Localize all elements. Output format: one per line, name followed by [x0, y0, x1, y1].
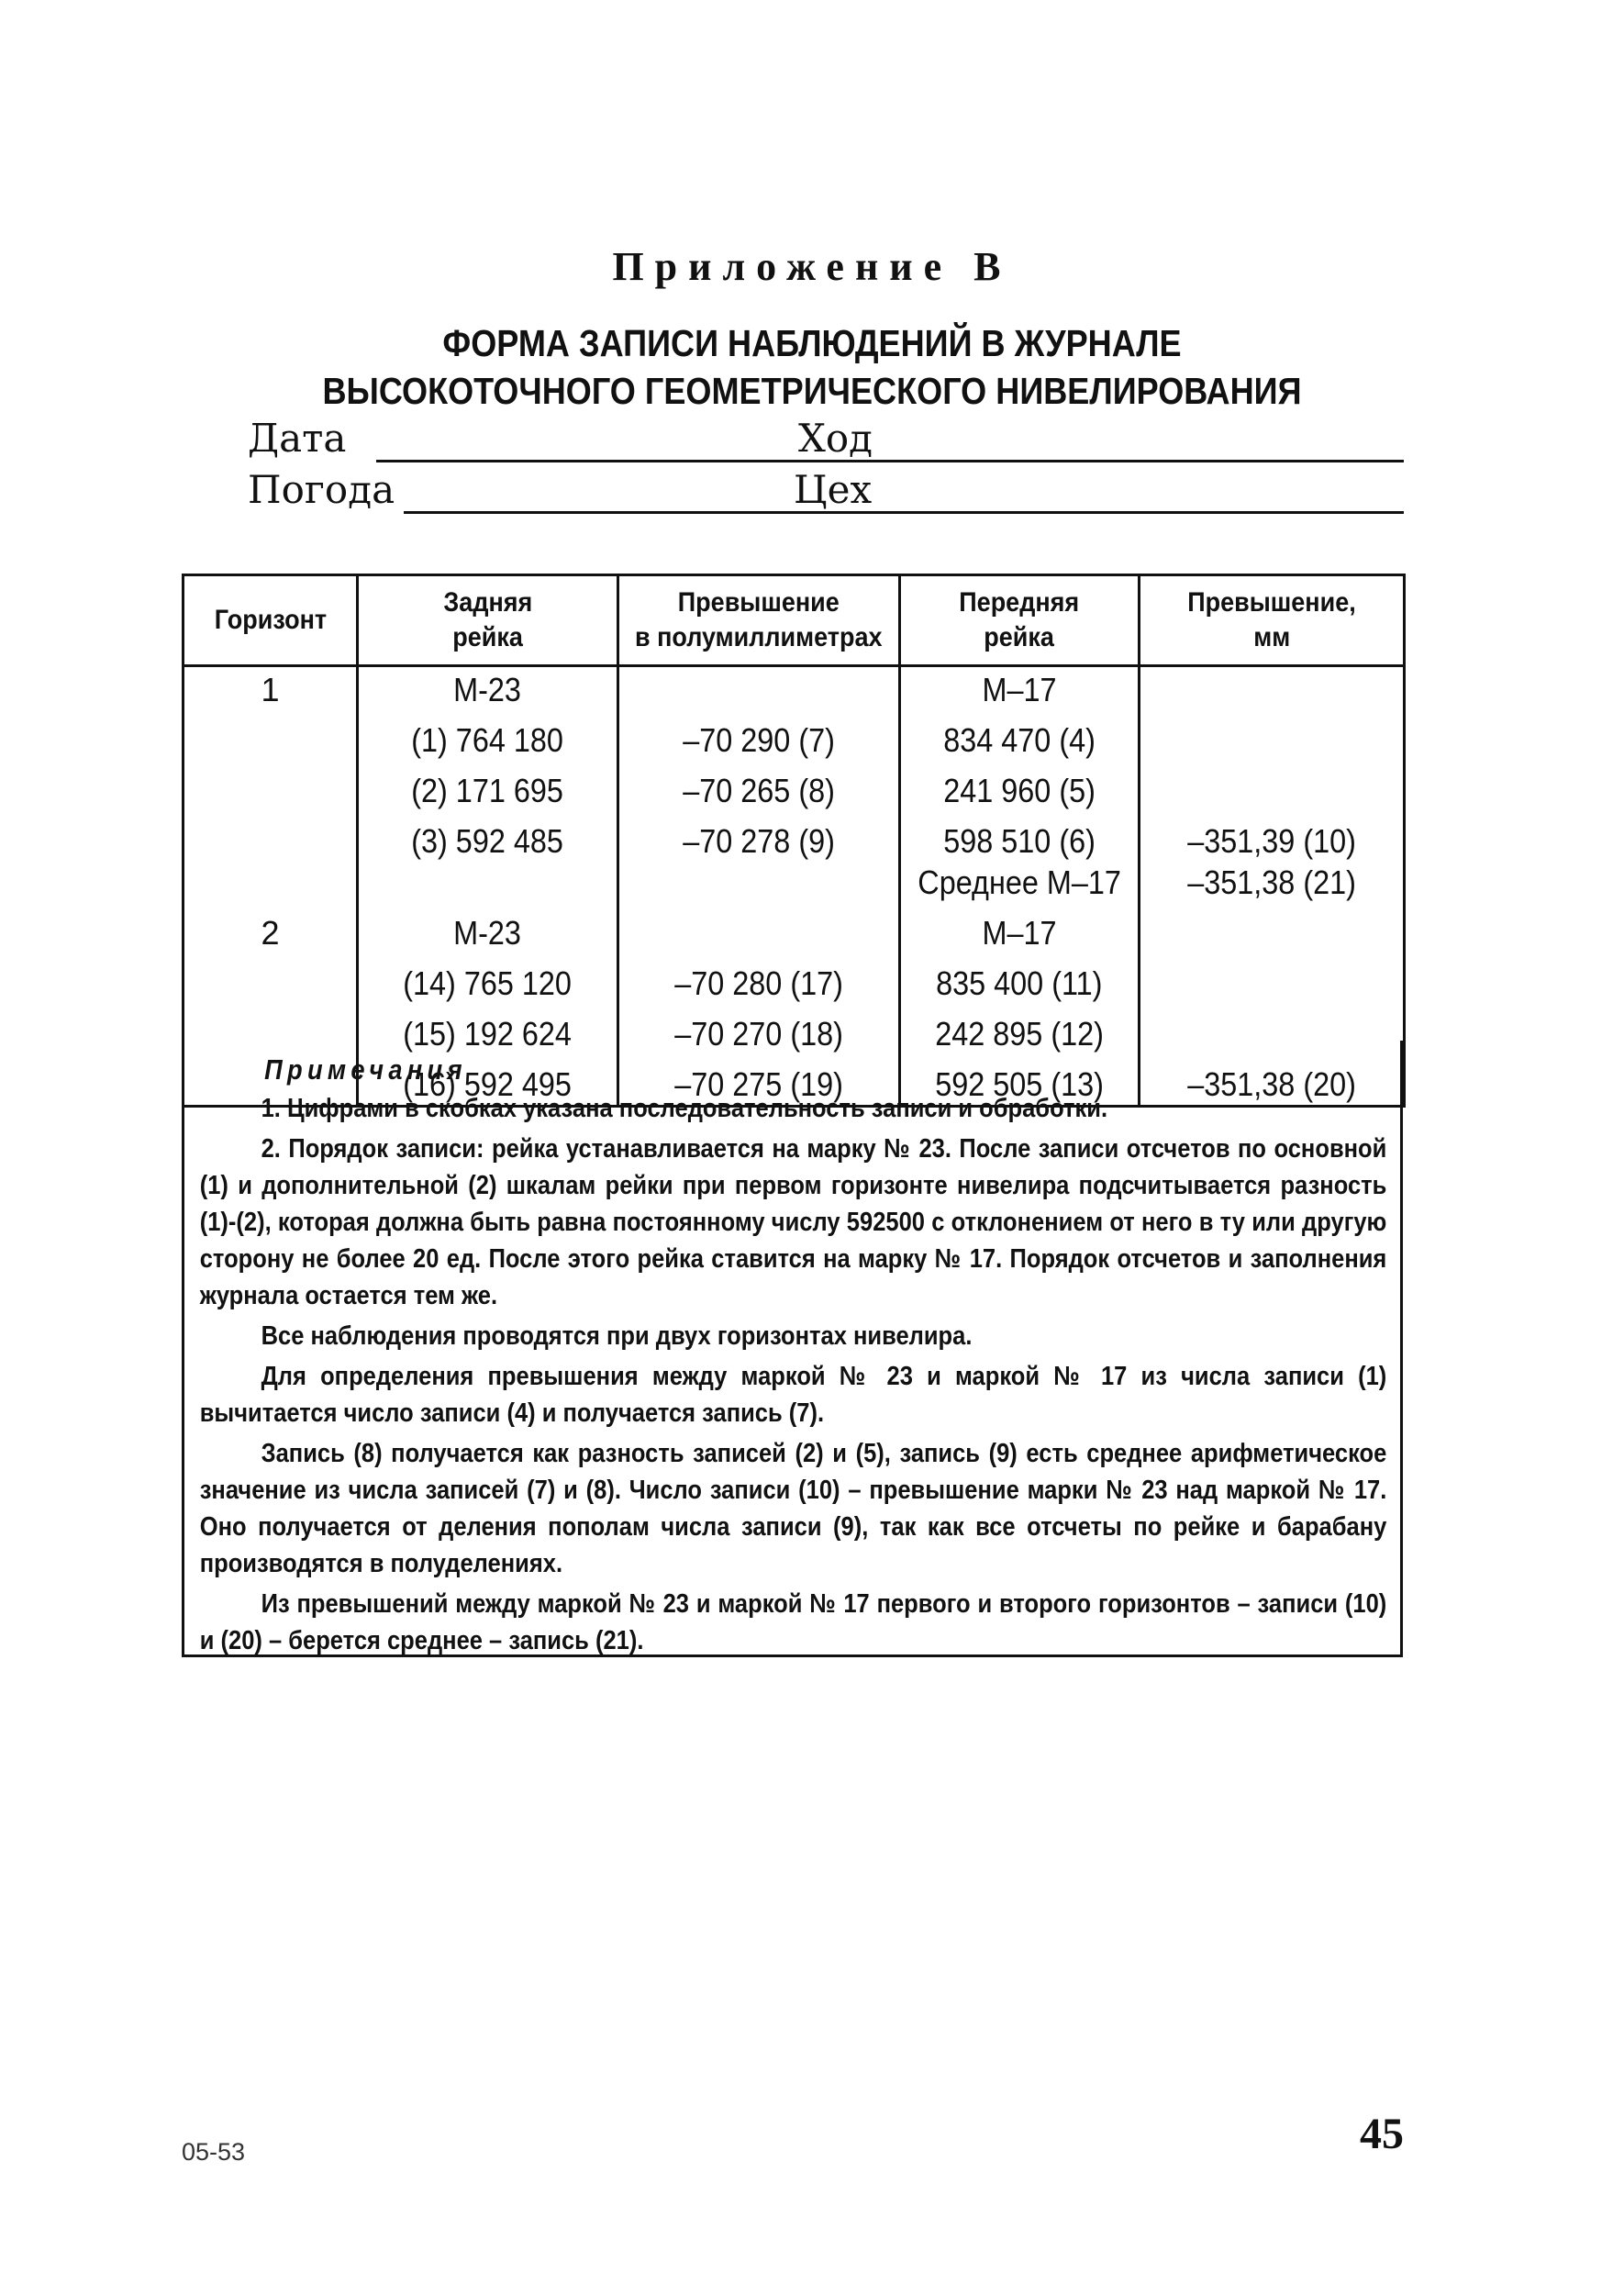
workshop-label: Цех — [794, 467, 873, 512]
cell-horizon — [184, 770, 358, 820]
cell-horizon — [184, 963, 358, 1013]
cell-excess-half: –70 265 (8) — [618, 770, 900, 820]
cell-back: (2) 171 695 — [358, 770, 618, 820]
table-row — [184, 666, 1405, 720]
cell-excess-half — [618, 912, 900, 963]
footer-code: 05-53 — [182, 2138, 246, 2166]
form-title — [97, 319, 1527, 415]
cell-excess-half: –70 280 (17) — [618, 963, 900, 1013]
table-row — [184, 719, 1405, 770]
note-paragraph: 1. Цифрами в скобках указана последовательность записи и обработки. — [261, 1094, 1108, 1123]
date-label: Дата — [248, 416, 347, 461]
note-paragraph: Все наблюдения проводятся при двух горизонтах нивелира. — [261, 1321, 973, 1351]
workshop-field[interactable] — [883, 511, 1404, 514]
cell-front: 835 400 (11) — [900, 963, 1140, 1013]
cell-front: 598 510 (6) — [900, 820, 1140, 862]
journal-table — [182, 574, 1406, 1108]
field-row-date-course — [248, 415, 1404, 466]
notes-content — [184, 1052, 1403, 1659]
header-horizon: Горизонт — [184, 575, 358, 666]
cell-back: (16) 592 495 — [358, 1064, 618, 1107]
cell-back: (1) 764 180 — [358, 719, 618, 770]
cell-front: Среднее М–17 — [900, 862, 1140, 912]
field-row-weather-workshop — [248, 466, 1404, 518]
cell-horizon — [184, 862, 358, 912]
table-row — [184, 820, 1405, 862]
page-number: 45 — [1360, 2110, 1404, 2158]
cell-back: (14) 765 120 — [358, 963, 618, 1013]
cell-front: М–17 — [900, 666, 1140, 720]
note-paragraph: Запись (8) получается как разность записей (2) и (5), запись (9) есть среднее арифметическое значение из числа записей (7) и (8). Число записи (10) – превышение марки № 23 над маркой № 17. Оно получается от деления пополам числа записи (9), так как все отсчеты по рейке и барабану производятся в полуделениях. — [199, 1439, 1387, 1578]
cell-front: 241 960 (5) — [900, 770, 1140, 820]
cell-front: 592 505 (13) — [900, 1064, 1140, 1107]
note-paragraph: Из превышений между маркой № 23 и маркой № 17 первого и второго горизонтов – записи (10) и (20) – берется среднее – запись (21). — [199, 1589, 1387, 1655]
header-back-staff: Задняя рейка — [358, 575, 618, 666]
note-paragraph: 2. Порядок записи: рейка устанавливается на марку № 23. После записи отсчетов по основной (1) и дополнительной (2) шкалам рейки при первом горизонте нивелира подсчитывается разность (1)-(2), которая должна быть равна постоянному числу 592500 с отклонением от него в ту или другую сторону не более 20 ед. После этого рейка ставится на марку № 17. Порядок отсчетов и заполнения журнала остается тем же. — [199, 1134, 1387, 1310]
cell-excess-mm — [1140, 912, 1405, 963]
table-row — [184, 862, 1405, 912]
cell-excess-half — [618, 862, 900, 912]
cell-front: 242 895 (12) — [900, 1013, 1140, 1064]
table-row — [184, 912, 1405, 963]
cell-excess-mm: –351,38 (21) — [1140, 862, 1405, 912]
cell-excess-half: –70 270 (18) — [618, 1013, 900, 1064]
form-title-line2: ВЫСОКОТОЧНОГО ГЕОМЕТРИЧЕСКОГО НИВЕЛИРОВАНИЯ — [322, 370, 1302, 412]
cell-back: М-23 — [358, 912, 618, 963]
cell-horizon — [184, 820, 358, 862]
cell-back — [358, 862, 618, 912]
course-field[interactable] — [883, 460, 1404, 462]
cell-excess-mm — [1140, 666, 1405, 720]
cell-excess-half: –70 275 (19) — [618, 1064, 900, 1107]
cell-horizon: 1 — [184, 666, 358, 720]
header-excess-mm: Превышение, мм — [1140, 575, 1405, 666]
cell-excess-mm — [1140, 770, 1405, 820]
cell-front: М–17 — [900, 912, 1140, 963]
cell-excess-half: –70 290 (7) — [618, 719, 900, 770]
table-row — [184, 770, 1405, 820]
cell-horizon — [184, 719, 358, 770]
cell-excess-mm: –351,39 (10) — [1140, 820, 1405, 862]
note-paragraph: Для определения превышения между маркой № 23 и маркой № 17 из числа записи (1) вычитается число записи (4) и получается запись (7). — [199, 1362, 1387, 1428]
cell-back: (15) 192 624 — [358, 1013, 618, 1064]
header-front-staff: Передняя рейка — [900, 575, 1140, 666]
weather-label: Погода — [248, 467, 395, 512]
header-excess-half-mm: Превышение в полумиллиметрах — [618, 575, 900, 666]
cell-horizon: 2 — [184, 912, 358, 963]
cell-excess-mm — [1140, 719, 1405, 770]
cell-excess-mm: –351,38 (20) — [1140, 1064, 1405, 1107]
cell-excess-mm — [1140, 963, 1405, 1013]
form-title-line1: ФОРМА ЗАПИСИ НАБЛЮДЕНИЙ В ЖУРНАЛЕ — [442, 322, 1182, 364]
cell-front: 834 470 (4) — [900, 719, 1140, 770]
cell-excess-half: –70 278 (9) — [618, 820, 900, 862]
notes-box — [182, 1041, 1403, 1657]
cell-excess-half — [618, 666, 900, 720]
table-row — [184, 963, 1405, 1013]
table-header-row — [184, 575, 1405, 666]
appendix-title: Приложение В — [612, 244, 1012, 289]
cell-back: М-23 — [358, 666, 618, 720]
course-label: Ход — [798, 416, 873, 461]
notes-title: Примечания — [264, 1053, 467, 1086]
cell-back: (3) 592 485 — [358, 820, 618, 862]
